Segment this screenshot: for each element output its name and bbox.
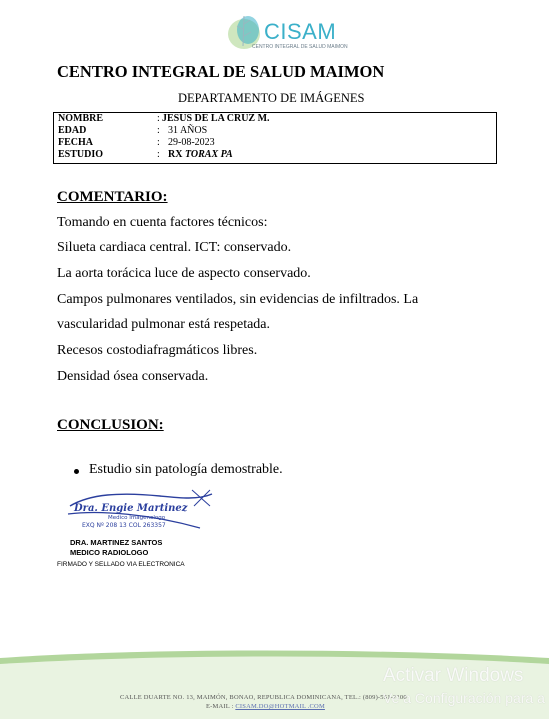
activate-windows-title: Activar Windows [383,665,524,686]
study-type-italic: TORAX PA [184,149,233,160]
stamp-id: EXQ Nº 208 13 COL 263357 [82,522,166,529]
study-date-value: 29-08-2023 [168,137,215,148]
doctor-name: DRA. MARTINEZ SANTOS [70,538,163,547]
field-separator: : [157,125,160,136]
comment-line: vascularidad pulmonar está respetada. [57,317,271,332]
field-separator: : [157,113,160,124]
cisam-logo [222,8,348,54]
logo-subtitle: CENTRO INTEGRAL DE SALUD MAIMON [252,44,348,50]
field-label: ESTUDIO [58,149,104,160]
comment-line: Campos pulmonares ventilados, sin evidencias de infiltrados. La [57,292,419,307]
department-label: DEPARTAMENTO DE IMÁGENES [178,91,365,105]
logo-name: CISAM [264,19,337,44]
signature-stamp [60,484,220,536]
footer-address: CALLE DUARTE NO. 13, MAIMÓN, BONAO, REPUBLICA DOMINICANA, TEL.: (809)-551-2100 [120,694,407,701]
stamp-role: Medico Imagenologo [108,515,166,521]
field-separator: : [157,149,160,160]
activate-windows-subtitle: Ve a Configuración para a [383,690,545,706]
comentario-heading: COMENTARIO: [57,189,168,205]
field-separator: : [157,137,160,148]
stamp-name: Dra. Engie Martinez [74,503,188,514]
page-title: CENTRO INTEGRAL DE SALUD MAIMON [57,62,385,81]
comment-line: La aorta torácica luce de aspecto conservado. [57,266,311,281]
footer-email [206,703,325,710]
footer-email-link[interactable]: CISAM.DO@HOTMAIL .COM [235,703,325,710]
patient-age-value: 31 AÑOS [168,125,208,136]
footer-email-label: E-MAIL : [206,703,236,710]
study-type-value [168,149,233,161]
patient-info-box [53,112,497,164]
comment-line: Densidad ósea conservada. [57,369,209,384]
comment-line: Recesos costodiafragmáticos libres. [57,343,258,358]
patient-name-value: JESUS DE LA CRUZ M. [162,113,270,124]
field-label: FECHA [58,137,93,148]
comment-line: Silueta cardiaca central. ICT: conservado. [57,240,292,255]
electronic-signature-note: FIRMADO Y SELLADO VIA ELECTRONICA [57,561,185,568]
field-label: NOMBRE [58,113,103,124]
comment-line: Tomando en cuenta factores técnicos: [57,215,268,230]
bullet-icon [74,469,79,474]
conclusion-heading: CONCLUSION: [57,417,164,433]
conclusion-item: Estudio sin patología demostrable. [89,462,283,477]
doctor-role: MEDICO RADIOLOGO [70,548,149,557]
study-type-prefix: RX [168,149,185,160]
field-label: EDAD [58,125,87,136]
